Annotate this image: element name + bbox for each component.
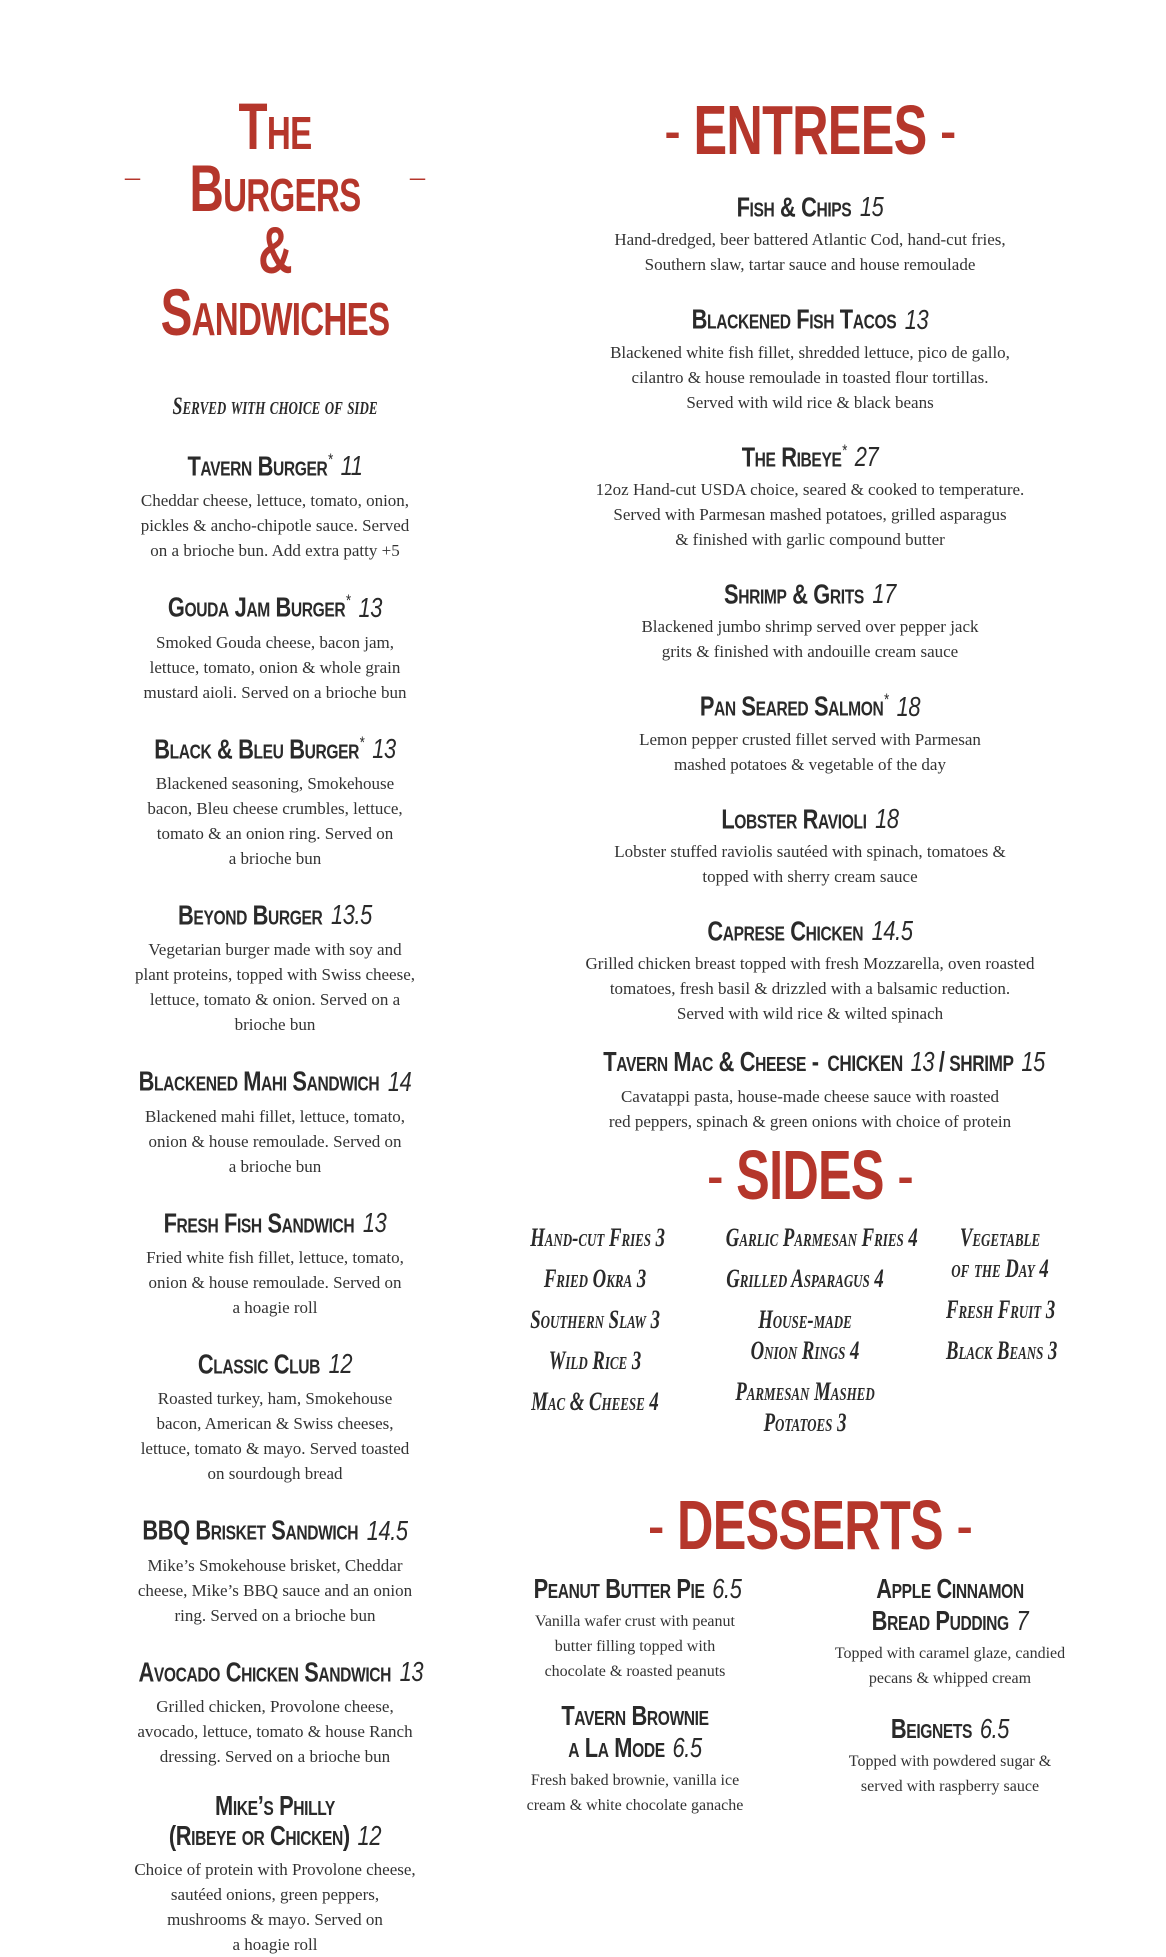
dish-price: 6.5 bbox=[712, 1573, 742, 1604]
description-line: bacon, Bleu cheese crumbles, lettuce, bbox=[147, 798, 403, 818]
dish-description bbox=[100, 1245, 450, 1320]
side-item: Fresh Fruit 3 bbox=[946, 1295, 1056, 1324]
entrees-dash-right: - bbox=[926, 91, 956, 169]
description-line: & finished with garlic compound butter bbox=[675, 529, 945, 549]
dish-name: Bread Pudding bbox=[871, 1605, 1009, 1636]
dish-star: * bbox=[359, 732, 365, 752]
dish-price: 13 bbox=[904, 303, 929, 335]
dish-name: Gouda Jam Burger bbox=[167, 591, 346, 623]
dish-star: * bbox=[328, 450, 333, 469]
sides-column-3 bbox=[925, 1222, 1075, 1366]
description-line: Mike’s Smokehouse brisket, Cheddar bbox=[147, 1555, 403, 1575]
side-item: Wild Rice 3 bbox=[548, 1346, 642, 1375]
burger-item bbox=[100, 893, 450, 1037]
dish-description bbox=[100, 1386, 450, 1486]
description-line: Served with Parmesan mashed potatoes, grilled asparagus bbox=[613, 504, 1007, 524]
burgers-section bbox=[100, 89, 450, 1957]
dish-name-line bbox=[139, 893, 412, 931]
description-line: Blackened white fish fillet, shredded lettuce, pico de gallo, bbox=[610, 342, 1010, 362]
side-item: Fried Okra 3 bbox=[543, 1264, 647, 1293]
dish-price: 14.5 bbox=[871, 915, 913, 947]
dessert-item bbox=[505, 1700, 765, 1818]
description-line: a hoagie roll bbox=[232, 1297, 318, 1317]
description-line: mashed potatoes & vegetable of the day bbox=[674, 754, 946, 774]
description-line: Southern slaw, tartar sauce and house remoulade bbox=[644, 255, 976, 275]
sides-dash-left: - bbox=[706, 1136, 737, 1214]
dish-name: a La Mode bbox=[568, 1732, 665, 1763]
dish-name-line bbox=[139, 1201, 412, 1239]
dish-name-line bbox=[603, 297, 1016, 335]
dish-name: Tavern Burger bbox=[187, 450, 328, 482]
dish-price: 6.5 bbox=[979, 1713, 1010, 1744]
dish-name-line bbox=[837, 1713, 1063, 1745]
entrees-title-text: ENTREES bbox=[693, 91, 927, 169]
dish-name: Avocado Chicken Sandwich bbox=[138, 1655, 392, 1687]
sides-column-1 bbox=[505, 1222, 685, 1417]
side-item: Parmesan Mashed bbox=[735, 1377, 875, 1406]
entree-item bbox=[545, 684, 1075, 776]
dish-price: 13 bbox=[372, 732, 396, 764]
dish-name: Black & Bleu Burger bbox=[154, 732, 359, 764]
side-item: Onion Rings 4 bbox=[750, 1336, 860, 1365]
dish-description bbox=[545, 340, 1075, 415]
dish-name-line bbox=[603, 572, 1016, 610]
dish-name-line bbox=[837, 1605, 1063, 1637]
description-line: served with raspberry sauce bbox=[860, 1778, 1040, 1795]
side-item: Garlic Parmesan Fries 4 bbox=[725, 1223, 918, 1252]
description-line: grits & finished with andouille cream sauce bbox=[661, 642, 959, 662]
sides-column-2 bbox=[695, 1222, 918, 1438]
burger-item-philly bbox=[100, 1791, 450, 1957]
dish-description bbox=[100, 771, 450, 871]
dish-price: 18 bbox=[875, 802, 899, 834]
dish-name-line bbox=[139, 1059, 412, 1097]
side-item: House-made bbox=[758, 1305, 852, 1334]
description-line: lettuce, tomato, onion & whole grain bbox=[149, 657, 401, 677]
dish-name: Peanut Butter Pie bbox=[533, 1573, 705, 1604]
entree-item bbox=[545, 297, 1075, 414]
dish-price: 12 bbox=[357, 1819, 382, 1851]
description-line: sautéed onions, green peppers, bbox=[170, 1884, 380, 1904]
entrees-section bbox=[545, 91, 1075, 1134]
desserts-dash-left: - bbox=[647, 1486, 678, 1564]
chicken-label: CHICKEN bbox=[827, 1051, 903, 1077]
description-line: plant proteins, topped with Swiss cheese, bbox=[135, 965, 415, 985]
description-line: mushrooms & mayo. Served on bbox=[167, 1909, 383, 1929]
entree-list bbox=[545, 185, 1075, 1134]
dish-description bbox=[505, 1768, 765, 1818]
description-line: Vanilla wafer crust with peanut bbox=[535, 1613, 735, 1630]
dish-name-line bbox=[603, 185, 1016, 223]
shrimp-price: 15 bbox=[1021, 1046, 1045, 1078]
description-line: Cheddar cheese, lettuce, tomato, onion, bbox=[140, 491, 410, 511]
side-item: Potatoes 3 bbox=[763, 1408, 847, 1437]
entrees-dash-left: - bbox=[664, 91, 694, 169]
dessert-item bbox=[805, 1573, 1095, 1691]
description-line: on a brioche bun. Add extra patty +5 bbox=[150, 541, 400, 561]
description-line: lettuce, tomato & mayo. Served toasted bbox=[140, 1439, 410, 1459]
dish-description bbox=[100, 630, 450, 705]
dish-name: Shrimp & Grits bbox=[724, 578, 864, 610]
description-line: on sourdough bread bbox=[207, 1464, 343, 1484]
dish-price: 18 bbox=[896, 690, 921, 722]
dish-price: 15 bbox=[859, 191, 884, 223]
dish-name: BBQ Brisket Sandwich bbox=[142, 1514, 359, 1546]
dish-star: * bbox=[842, 440, 847, 460]
description-line: pecans & whipped cream bbox=[868, 1670, 1032, 1687]
dish-name: Lobster Ravioli bbox=[721, 802, 867, 834]
dish-name: Tavern Brownie bbox=[561, 1700, 709, 1731]
dish-price: 14.5 bbox=[366, 1514, 408, 1546]
sides-title-text: SIDES bbox=[736, 1136, 884, 1214]
entree-item-mac bbox=[545, 1046, 1075, 1134]
description-line: Fried white fish fillet, lettuce, tomato, bbox=[146, 1247, 404, 1267]
description-line: Vegetarian burger made with soy and bbox=[148, 940, 402, 960]
dish-name-line bbox=[139, 1508, 412, 1546]
dish-name-line bbox=[603, 797, 1016, 835]
description-line: Blackened mahi fillet, lettuce, tomato, bbox=[144, 1106, 406, 1126]
description-line: a hoagie roll bbox=[232, 1934, 318, 1954]
dish-description bbox=[100, 1694, 450, 1769]
entree-item bbox=[545, 572, 1075, 664]
description-line: a brioche bun bbox=[228, 848, 322, 868]
dish-price: 13 bbox=[362, 1206, 387, 1238]
entree-item bbox=[545, 797, 1075, 889]
dish-star: * bbox=[884, 690, 889, 710]
description-line: tomatoes, fresh basil & drizzled with a balsamic reduction. bbox=[609, 979, 1011, 999]
dish-name-line bbox=[139, 444, 412, 482]
description-line: tomato & an onion ring. Served on bbox=[156, 823, 394, 843]
description-line: Grilled chicken, Provolone cheese, bbox=[156, 1696, 394, 1716]
dish-name: Beyond Burger bbox=[178, 899, 323, 931]
side-item: Hand-cut Fries 3 bbox=[530, 1223, 666, 1252]
burgers-dash-left: _ bbox=[125, 150, 140, 183]
dish-description bbox=[545, 839, 1075, 889]
dish-description bbox=[100, 488, 450, 563]
dish-description bbox=[805, 1749, 1095, 1799]
burger-item bbox=[100, 1201, 450, 1320]
dish-name-line bbox=[139, 1342, 412, 1380]
description-line: onion & house remoulade. Served on bbox=[148, 1272, 402, 1292]
side-item: Grilled Asparagus 4 bbox=[726, 1264, 884, 1293]
dish-name: Fish & Chips bbox=[736, 191, 852, 223]
sides-dash-right: - bbox=[883, 1136, 914, 1214]
burger-item bbox=[100, 1650, 450, 1769]
description-line: bacon, American & Swiss cheeses, bbox=[156, 1414, 394, 1434]
burgers-title-line2: & Sandwiches bbox=[160, 213, 390, 349]
dish-name-line bbox=[139, 727, 412, 765]
dish-description bbox=[100, 1104, 450, 1179]
dish-name: Tavern Mac & Cheese bbox=[603, 1046, 807, 1078]
dish-name: Blackened Mahi Sandwich bbox=[138, 1065, 380, 1097]
burger-item bbox=[100, 1059, 450, 1178]
description-line: a brioche bun bbox=[228, 1156, 322, 1176]
description-line: onion & house remoulade. Served on bbox=[148, 1131, 402, 1151]
description-line: Topped with powdered sugar & bbox=[848, 1753, 1052, 1770]
desserts-dash-right: - bbox=[942, 1486, 973, 1564]
chicken-price: 13 bbox=[910, 1046, 935, 1078]
description-line: dressing. Served on a brioche bun bbox=[159, 1746, 391, 1766]
description-line: brioche bun bbox=[234, 1015, 316, 1035]
description-line: pickles & ancho-chipotle sauce. Served bbox=[140, 516, 410, 536]
dish-name-line bbox=[603, 684, 1016, 722]
dish-description bbox=[545, 614, 1075, 664]
shrimp-label: SHRIMP bbox=[949, 1051, 1014, 1077]
description-line: cheese, Mike’s BBQ sauce and an onion bbox=[137, 1580, 413, 1600]
description-line: Grilled chicken breast topped with fresh Mozzarella, oven roasted bbox=[585, 954, 1035, 974]
dish-description bbox=[545, 727, 1075, 777]
description-line: Served with wild rice & black beans bbox=[686, 392, 934, 412]
dish-name: Mike’s Philly bbox=[215, 1789, 335, 1821]
dish-price: 7 bbox=[1016, 1605, 1029, 1636]
dish-name: Caprese Chicken bbox=[707, 915, 864, 947]
description-line: Blackened seasoning, Smokehouse bbox=[155, 773, 395, 793]
dish-name-line bbox=[603, 909, 1016, 947]
dish-description bbox=[100, 937, 450, 1037]
dish-price: 6.5 bbox=[672, 1732, 702, 1763]
dish-price: 14 bbox=[387, 1065, 412, 1097]
dish-name: (Ribeye or Chicken) bbox=[168, 1819, 350, 1851]
dish-description bbox=[545, 951, 1075, 1026]
dish-description bbox=[545, 227, 1075, 277]
dish-price: 11 bbox=[340, 450, 363, 482]
description-line: butter filling topped with bbox=[554, 1638, 716, 1655]
dessert-item bbox=[805, 1713, 1095, 1799]
description-line: Roasted turkey, ham, Smokehouse bbox=[157, 1389, 393, 1409]
dish-price: 17 bbox=[872, 578, 896, 610]
dish-name-line bbox=[534, 1732, 737, 1764]
dish-name-line bbox=[533, 1573, 742, 1605]
dish-price: 13 bbox=[358, 591, 383, 623]
description-line: cream & white chocolate ganache bbox=[526, 1797, 744, 1814]
description-line: 12oz Hand-cut USDA choice, seared & cooked to temperature. bbox=[595, 479, 1025, 499]
description-line: cilantro & house remoulade in toasted flour tortillas. bbox=[631, 367, 989, 387]
desserts-title bbox=[601, 1486, 1019, 1564]
side-item: Mac & Cheese 4 bbox=[531, 1387, 659, 1416]
description-line: red peppers, spinach & green onions with choice of protein bbox=[608, 1112, 1012, 1132]
description-line: ring. Served on a brioche bun bbox=[174, 1605, 376, 1625]
dish-star: * bbox=[346, 591, 351, 611]
description-line: mustard aioli. Served on a brioche bun bbox=[143, 682, 407, 702]
description-line: Hand-dredged, beer battered Atlantic Cod, hand-cut fries, bbox=[614, 230, 1006, 250]
entree-item bbox=[545, 435, 1075, 552]
entree-item bbox=[545, 909, 1075, 1026]
dish-price: 13.5 bbox=[330, 899, 372, 931]
entrees-title bbox=[619, 91, 1001, 169]
dish-name: Beignets bbox=[890, 1713, 973, 1744]
description-line: Cavatappi pasta, house-made cheese sauce with roasted bbox=[620, 1087, 1000, 1107]
sides-section bbox=[520, 1136, 1100, 1214]
description-line: Lemon pepper crusted fillet served with Parmesan bbox=[639, 729, 981, 749]
description-line: Lobster stuffed raviolis sautéed with spinach, tomatoes & bbox=[614, 841, 1006, 861]
description-line: Fresh baked brownie, vanilla ice bbox=[530, 1772, 740, 1789]
description-line: Topped with caramel glaze, candied bbox=[834, 1645, 1066, 1662]
side-item: Southern Slaw 3 bbox=[530, 1305, 661, 1334]
dish-description bbox=[100, 1553, 450, 1628]
dish-name-line bbox=[139, 585, 412, 623]
dish-description bbox=[100, 1857, 450, 1957]
description-line: Blackened jumbo shrimp served over pepper jack bbox=[641, 617, 979, 637]
dish-description bbox=[545, 1084, 1075, 1134]
dish-name: Apple Cinnamon bbox=[876, 1573, 1024, 1604]
dish-name: Blackened Fish Tacos bbox=[691, 303, 897, 335]
description-line: lettuce, tomato & onion. Served on a bbox=[149, 990, 401, 1010]
side-item: of the Day 4 bbox=[951, 1254, 1049, 1283]
description-line: avocado, lettuce, tomato & house Ranch bbox=[137, 1721, 413, 1741]
dish-name: Pan Seared Salmon bbox=[699, 690, 884, 722]
description-line: Choice of protein with Provolone cheese, bbox=[134, 1859, 416, 1879]
burger-item bbox=[100, 585, 450, 704]
burger-item bbox=[100, 727, 450, 871]
description-line: Smoked Gouda cheese, bacon jam, bbox=[156, 632, 394, 652]
sides-title bbox=[601, 1136, 1019, 1214]
dish-name-line bbox=[603, 1046, 1045, 1080]
description-line: chocolate & roasted peanuts bbox=[544, 1663, 726, 1680]
dish-name-line bbox=[603, 435, 1016, 473]
side-item: Black Beans 3 bbox=[946, 1336, 1058, 1365]
dish-name: The Ribeye bbox=[741, 440, 842, 472]
description-line: Served with wild rice & wilted spinach bbox=[676, 1004, 944, 1024]
burger-item bbox=[100, 1342, 450, 1486]
burger-item bbox=[100, 1508, 450, 1627]
dish-price: 12 bbox=[328, 1348, 353, 1380]
dish-price: 27 bbox=[854, 440, 879, 472]
desserts-section bbox=[520, 1486, 1100, 1564]
dish-name-line bbox=[138, 1650, 424, 1688]
side-item: Vegetable bbox=[959, 1223, 1041, 1252]
dish-name: Classic Club bbox=[197, 1348, 321, 1380]
burgers-title-line1: The Burgers bbox=[189, 89, 361, 225]
burger-list bbox=[100, 444, 450, 1957]
description-line: topped with sherry cream sauce bbox=[702, 866, 918, 886]
dish-description bbox=[545, 477, 1075, 552]
dish-separator: - bbox=[806, 1046, 825, 1078]
dish-name-line bbox=[139, 1821, 412, 1851]
dessert-item bbox=[505, 1573, 765, 1684]
burger-item bbox=[100, 444, 450, 563]
dish-name: Fresh Fish Sandwich bbox=[163, 1206, 355, 1238]
dish-description bbox=[505, 1609, 765, 1684]
desserts-title-text: DESSERTS bbox=[677, 1486, 943, 1564]
burgers-subtitle: Served with choice of side bbox=[172, 393, 378, 420]
price-slash: / bbox=[938, 1046, 945, 1078]
dish-description bbox=[805, 1641, 1095, 1691]
dish-price: 13 bbox=[399, 1655, 424, 1687]
burgers-dash-right: _ bbox=[410, 150, 425, 183]
entree-item bbox=[545, 185, 1075, 277]
